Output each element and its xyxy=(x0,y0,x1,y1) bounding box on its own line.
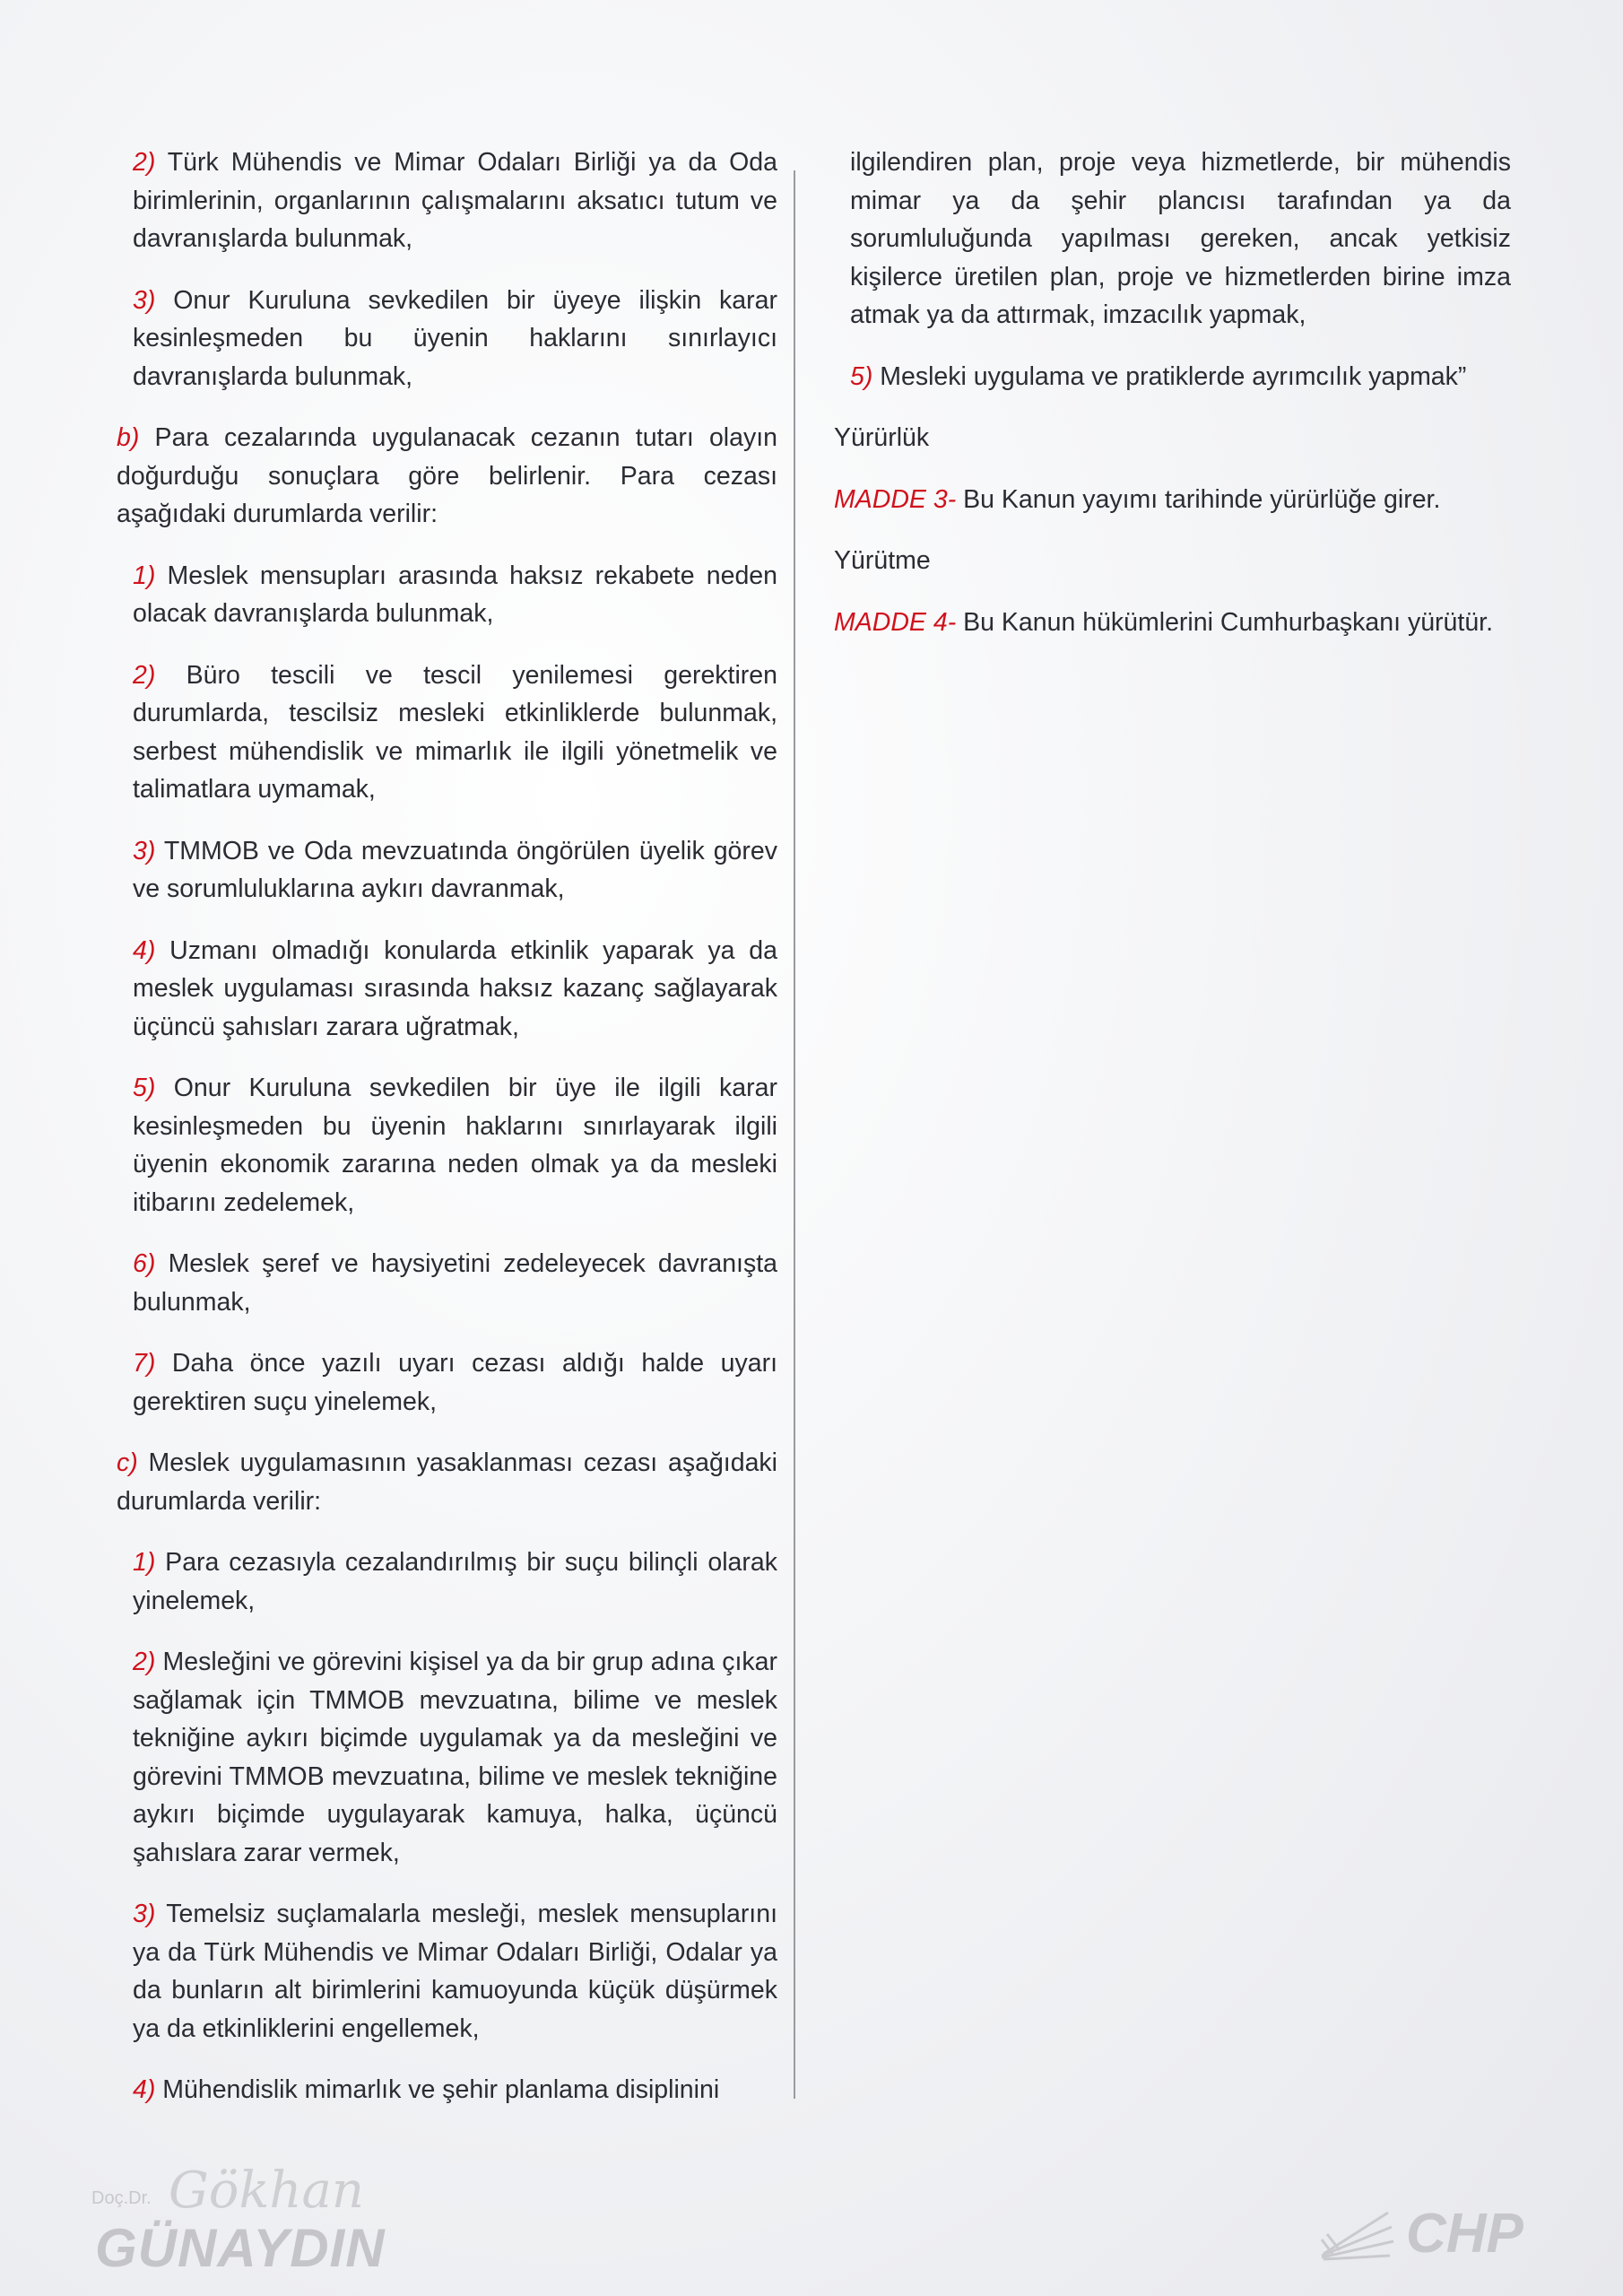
gunaydin-logo xyxy=(88,2161,386,2278)
clause-number: 2) xyxy=(133,148,156,177)
article-number: MADDE 3- xyxy=(834,484,957,514)
clause-c4-continuation: ilgilendiren plan, proje veya hizmetlerde, bir mühendis mimar ya da şehir plancısı tarafından ya da sorumluluğunda yapılması gereken, ancak yetkisiz kişilerce üretilen plan, proje ve hizmetlerden birine imza atmak ya da attırmak, imzacılık yapmak, xyxy=(850,148,1511,329)
clause-number: 4) xyxy=(133,2075,156,2104)
clause-c xyxy=(117,1444,777,1520)
arrows-icon xyxy=(1318,2207,1399,2261)
clause-c3 xyxy=(117,1895,777,2048)
logo-surname: GÜNAYDIN xyxy=(95,2218,386,2278)
clause-letter: c) xyxy=(117,1448,138,1477)
clause-number: 3) xyxy=(133,836,156,865)
clause-text: Mesleğini ve görevini kişisel ya da bir grup adına çıkar sağlamak için TMMOB mevzuatına, bilime ve meslek tekniğine aykırı biçimde uygulamak ya da mesleğini ve görevini TMMOB mevzuatına, bilime ve meslek tekniğine aykırı biçimde uygulayarak kamuya, halka, üçüncü şahıslara zarar vermek, xyxy=(133,1648,777,1867)
clause-number: 7) xyxy=(133,1349,156,1378)
clause-b2 xyxy=(117,657,777,809)
clause-a3 xyxy=(117,282,777,396)
article-text: Bu Kanun hükümlerini Cumhurbaşkanı yürütür. xyxy=(956,607,1494,637)
clause-c4 xyxy=(117,2071,777,2109)
clause-number: 1) xyxy=(133,561,156,590)
article-number: MADDE 4- xyxy=(834,607,957,637)
clause-number: 5) xyxy=(133,1074,156,1102)
clause-text: Para cezalarında uygulanacak cezanın tutarı olayın doğurduğu sonuçlara göre belirlenir. Para cezası aşağıdaki durumlarda verilir: xyxy=(117,423,777,528)
clause-text: Türk Mühendis ve Mimar Odaları Birliği ya da Oda birimlerinin, organlarının çalışmalarını aksatıcı tutum ve davranışlarda bulunmak, xyxy=(133,148,777,253)
logo-title: Doç.Dr. xyxy=(91,2188,152,2208)
clause-b xyxy=(117,419,777,534)
section-heading-yururluk: Yürürlük xyxy=(834,423,930,452)
chp-logo xyxy=(1318,2202,1533,2274)
clause-text: Mesleki uygulama ve pratiklerde ayrımcılık yapmak” xyxy=(872,361,1467,391)
clause-b5 xyxy=(117,1069,777,1222)
clause-text: Meslek mensupları arasında haksız rekabete neden olacak davranışlarda bulunmak, xyxy=(133,561,777,628)
clause-b6 xyxy=(117,1245,777,1321)
clause-number: 1) xyxy=(133,1548,156,1577)
column-divider xyxy=(794,170,795,2099)
article-text: Bu Kanun yayımı tarihinde yürürlüğe girer. xyxy=(956,484,1441,514)
clause-b4 xyxy=(117,932,777,1047)
section-heading-yurutme: Yürütme xyxy=(834,546,931,575)
clause-text: Daha önce yazılı uyarı cezası aldığı halde uyarı gerektiren suçu yinelemek, xyxy=(133,1349,777,1416)
logo-signature: Gökhan xyxy=(169,2161,364,2220)
clause-number: 5) xyxy=(850,361,873,391)
clause-text: Meslek uygulamasının yasaklanması cezası aşağıdaki durumlarda verilir: xyxy=(117,1448,777,1516)
clause-letter: b) xyxy=(117,423,140,452)
clause-number: 2) xyxy=(133,1648,156,1676)
clause-text: Temelsiz suçlamalarla mesleği, meslek mensuplarını ya da Türk Mühendis ve Mimar Odaları Birliği, Odalar ya da bunların alt birimlerini kamuoyunda küçük düşürmek ya da etkinliklerini engellemek, xyxy=(133,1900,777,2043)
clause-number: 4) xyxy=(133,935,156,965)
clause-text: Büro tescili ve tescil yenilemesi gerektiren durumlarda, tescilsiz mesleki etkinliklerde bulunmak, serbest mühendislik ve mimarlık ile ilgili yönetmelik ve talimatlara uymamak, xyxy=(133,660,777,804)
article-3 xyxy=(834,481,1511,519)
clause-number: 6) xyxy=(133,1249,156,1278)
clause-b1 xyxy=(117,557,777,633)
clause-number: 3) xyxy=(133,285,156,315)
clause-text: Uzmanı olmadığı konularda etkinlik yaparak ya da meslek uygulaması sırasında haksız kazanç sağlayarak üçüncü şahısları zarara uğratmak, xyxy=(133,935,777,1041)
clause-c1 xyxy=(117,1544,777,1620)
clause-c5 xyxy=(834,358,1511,396)
logo-text: CHP xyxy=(1406,2203,1523,2265)
clause-c2 xyxy=(117,1643,777,1872)
right-column xyxy=(834,144,1511,665)
left-column xyxy=(117,144,777,2133)
clause-text: Meslek şeref ve haysiyetini zedeleyecek davranışta bulunmak, xyxy=(133,1249,777,1317)
clause-number: 2) xyxy=(133,660,156,690)
clause-text: TMMOB ve Oda mevzuatında öngörülen üyelik görev ve sorumluluklarına aykırı davranmak, xyxy=(133,836,777,903)
clause-text: Onur Kuruluna sevkedilen bir üye ile ilgili karar kesinleşmeden bu üyenin haklarını sınırlayarak ilgili üyenin ekonomik zararına neden olmak ya da mesleki itibarını zedelemek, xyxy=(133,1074,777,1217)
clause-text: Para cezasıyla cezalandırılmış bir suçu bilinçli olarak yinelemek, xyxy=(133,1548,777,1615)
clause-b7 xyxy=(117,1344,777,1421)
article-4 xyxy=(834,604,1511,642)
clause-text: Onur Kuruluna sevkedilen bir üyeye ilişkin karar kesinleşmeden bu üyenin haklarını sınırlayıcı davranışlarda bulunmak, xyxy=(133,285,777,391)
clause-text: Mühendislik mimarlık ve şehir planlama disiplinini xyxy=(155,2075,720,2104)
clause-number: 3) xyxy=(133,1900,156,1928)
clause-b3 xyxy=(117,832,777,909)
clause-a2 xyxy=(117,144,777,258)
